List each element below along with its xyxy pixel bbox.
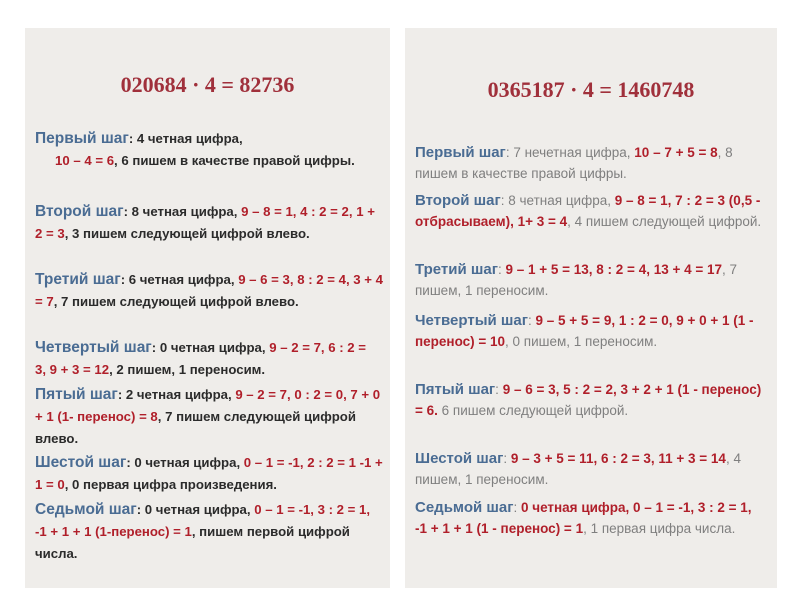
right-step-6 — [415, 448, 765, 490]
step-label: Первый шаг — [415, 144, 506, 161]
step-label: Третий шаг — [35, 271, 121, 288]
step-label: Второй шаг — [415, 192, 501, 209]
step-text: , пишем первой цифрой числа. — [35, 524, 350, 561]
step-label: Четвертый шаг — [35, 339, 152, 356]
step-calc: 9 – 3 + 5 = 11, 6 : 2 = 3, 11 + 3 = 14 — [510, 451, 726, 466]
right-example-panel — [405, 28, 777, 588]
left-step-7 — [35, 499, 385, 565]
left-step-2 — [35, 201, 385, 245]
right-step-3 — [415, 259, 765, 301]
step-text: : 0 четная цифра, — [136, 502, 255, 517]
step-text: : — [503, 451, 511, 466]
step-label: Шестой шаг — [415, 450, 504, 467]
left-example-panel — [25, 28, 390, 588]
step-text: : 2 четная цифра, — [117, 387, 236, 402]
right-step-7 — [415, 497, 760, 539]
step-calc: 9 – 2 = 7, 6 : 2 = 3, 9 + 3 = 12 — [35, 340, 367, 377]
left-step-3 — [35, 269, 385, 313]
step-calc: 9 – 8 = 1, 7 : 2 = 3 (0,5 - отбрасываем), 1+ 3 = 4 — [415, 193, 761, 229]
step-text: , 8 пишем в качестве правой цифры. — [415, 145, 733, 181]
step-calc: 9 – 6 = 3, 5 : 2 = 2, 3 + 2 + 1 (1 - перенос) = 6. — [415, 382, 762, 418]
step-calc: 10 – 7 + 5 = 8 — [634, 145, 718, 160]
step-text: , 0 пишем, 1 переносим. — [505, 334, 658, 349]
step-calc: 9 – 8 = 1, 4 : 2 = 2, 1 + 2 = 3 — [35, 204, 375, 241]
step-text: , 6 пишем в качестве правой цифры. — [114, 153, 355, 168]
step-text: : 7 нечетная цифра, — [505, 145, 635, 160]
right-step-5 — [415, 379, 765, 421]
step-text: , 0 первая цифра произведения. — [64, 477, 277, 492]
left-step-5 — [35, 384, 385, 450]
step-text: : 0 четная цифра, — [151, 340, 270, 355]
step-label: Третий шаг — [415, 261, 498, 278]
step-label: Шестой шаг — [35, 454, 127, 471]
step-label: Пятый шаг — [415, 381, 496, 398]
step-label: Четвертый шаг — [415, 312, 528, 329]
step-text: 6 пишем следующей цифрой. — [437, 403, 629, 418]
step-calc: 9 – 5 + 5 = 9, 1 : 2 = 0, 9 + 0 + 1 (1 - перенос) = 10 — [415, 313, 754, 349]
right-step-2 — [415, 190, 770, 232]
step-text: , 7 пишем следующей цифрой влево. — [53, 294, 299, 309]
step-label: Первый шаг — [35, 130, 129, 147]
step-text: , 7 пишем следующей цифрой влево. — [35, 409, 356, 446]
left-equation: 020684 · 4 = 82736 — [120, 72, 295, 97]
step-text: : — [495, 382, 503, 397]
step-label: Седьмой шаг — [35, 501, 137, 518]
step-text: : 0 четная цифра, — [126, 455, 244, 470]
step-calc: 0 четная цифра, 0 – 1 = -1, 3 : 2 = 1, -1 + 1 + 1 (1 - перенос) = 1 — [415, 500, 752, 536]
step-calc: 9 – 6 = 3, 8 : 2 = 4, 3 + 4 = 7 — [35, 272, 383, 309]
step-text: : — [513, 500, 521, 515]
step-label: Пятый шаг — [35, 386, 118, 403]
right-step-4 — [415, 310, 765, 352]
right-equation: 0365187 · 4 = 1460748 — [487, 77, 695, 102]
step-text: : 8 четная цифра, — [500, 193, 615, 208]
left-step-6 — [35, 452, 387, 496]
step-text: : 6 четная цифра, — [120, 272, 239, 287]
step-text: , 3 пишем следующей цифрой влево. — [64, 226, 310, 241]
step-text: : — [497, 262, 506, 277]
step-label: Второй шаг — [35, 203, 124, 220]
step-calc: 9 – 1 + 5 = 13, 8 : 2 = 4, 13 + 4 = 17 — [505, 262, 723, 277]
step-label: Седьмой шаг — [415, 499, 514, 516]
left-step-1 — [35, 128, 373, 172]
step-text: , 1 первая цифра числа. — [583, 521, 736, 536]
left-step-4 — [35, 337, 380, 381]
step-text: : 8 четная цифра, — [123, 204, 242, 219]
step-calc: 9 – 2 = 7, 0 : 2 = 0, 7 + 0 + 1 (1- перенос) = 8 — [35, 387, 381, 424]
step-calc: 0 – 1 = -1, 3 : 2 = 1, -1 + 1 + 1 (1-перенос) = 1 — [35, 502, 371, 539]
step-text: , 7 пишем, 1 переносим. — [415, 262, 738, 298]
step-text: , 4 пишем следующей цифрой. — [567, 214, 762, 229]
step-calc: 10 – 4 = 6 — [55, 153, 115, 168]
step-calc: 0 – 1 = -1, 2 : 2 = 1 -1 + 1 = 0 — [35, 455, 383, 492]
step-continuation — [35, 150, 373, 172]
step-text: , 4 пишем, 1 переносим. — [415, 451, 741, 487]
right-step-1 — [415, 142, 763, 184]
step-text: : 4 четная цифра, — [128, 131, 243, 146]
step-text: : — [528, 313, 536, 328]
step-text: , 2 пишем, 1 переносим. — [109, 362, 266, 377]
